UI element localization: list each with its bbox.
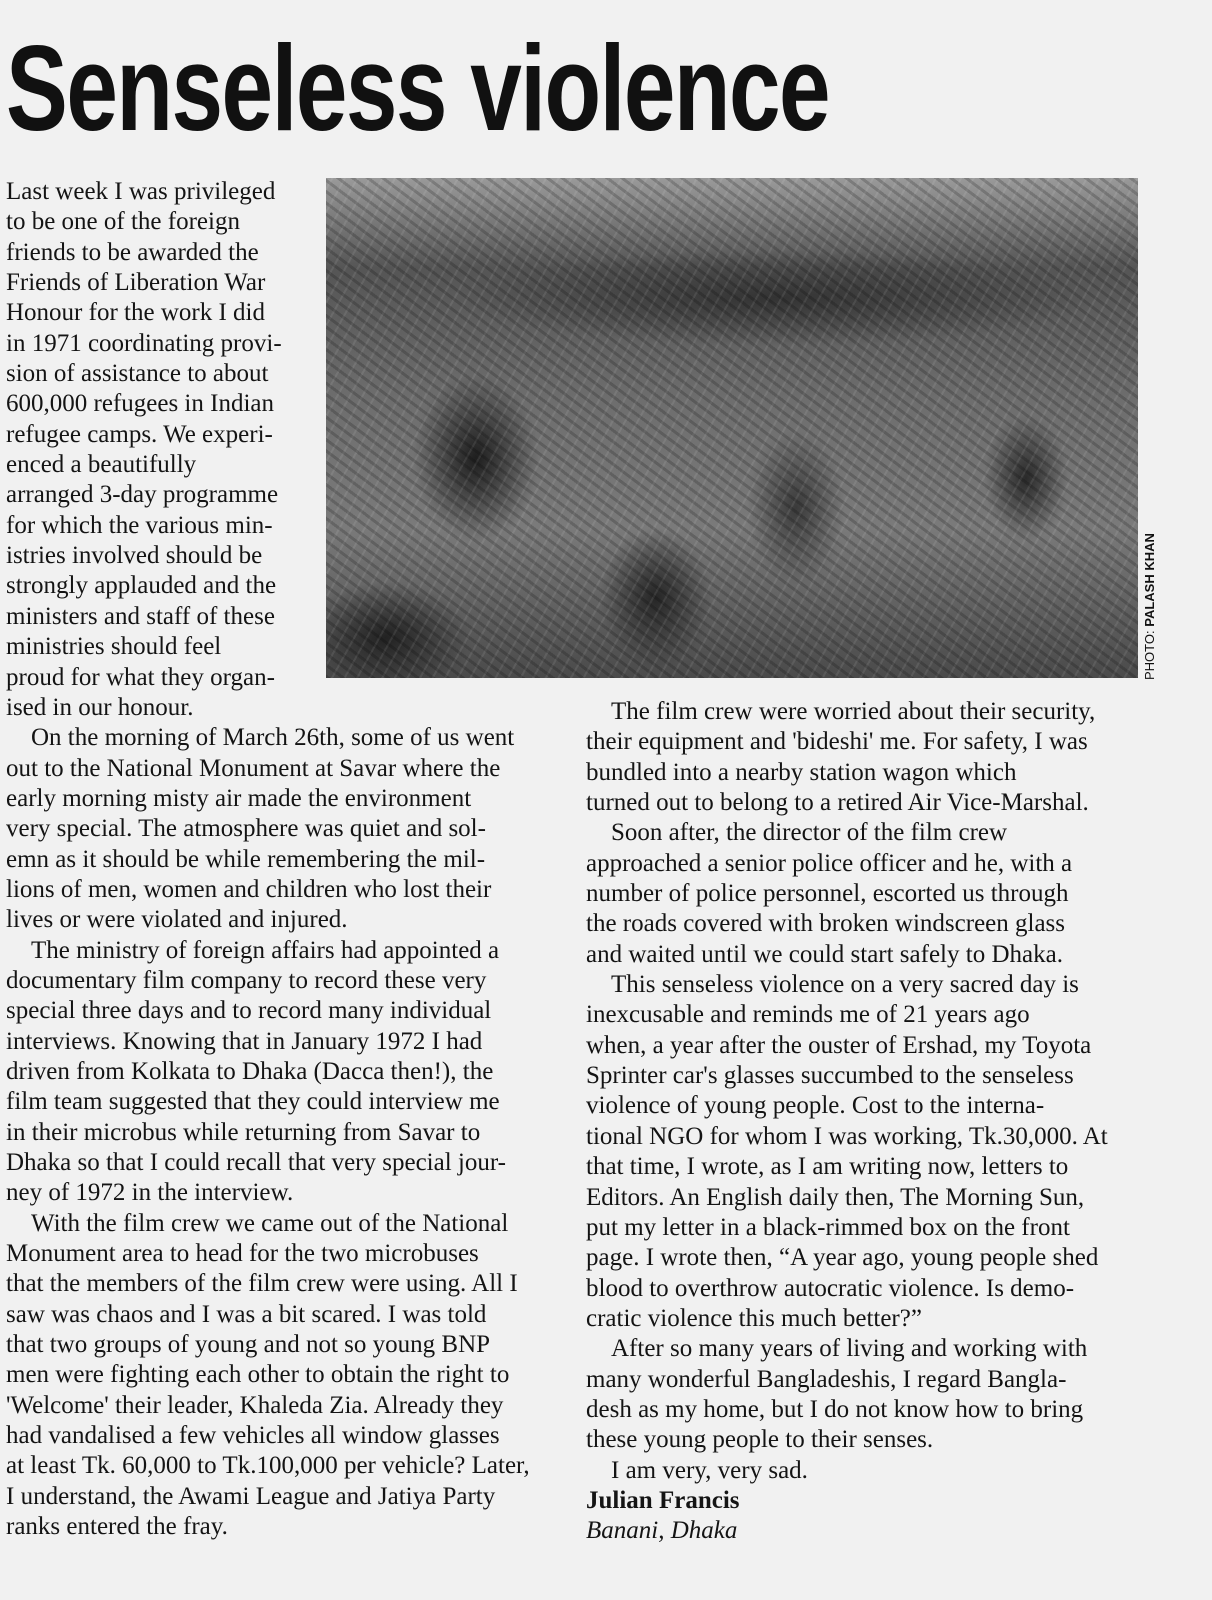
paragraph-line: when, a year after the ouster of Ershad, my Toyota xyxy=(586,1031,1092,1059)
paragraph-line: special three days and to record many individual xyxy=(6,997,492,1025)
paragraph-line: Editors. An English daily then, The Morning Sun, xyxy=(586,1183,1085,1211)
paragraph-line: ministers and staff of these xyxy=(6,602,275,630)
paragraph-line: very special. The atmosphere was quiet and sol- xyxy=(6,815,486,843)
paragraph-line: The ministry of foreign affairs had appointed a xyxy=(31,936,500,964)
paragraph-line: emn as it should be while remembering the mil- xyxy=(6,845,486,873)
paragraph-line: ised in our honour. xyxy=(6,693,194,721)
paragraph-line: I am very, very sad. xyxy=(611,1456,808,1484)
paragraph-line: ministries should feel xyxy=(6,633,222,661)
paragraph-line: tional NGO for whom I was working, Tk.30,000. At xyxy=(586,1122,1108,1150)
paragraph-line: Dhaka so that I could recall that very special jour- xyxy=(6,1149,506,1176)
paragraph-line: in 1971 coordinating provi- xyxy=(6,329,282,357)
paragraph-line: early morning misty air made the environment xyxy=(6,784,472,812)
paragraph-line: turned out to belong to a retired Air Vice-Marshal. xyxy=(586,789,1089,817)
paragraph-line: saw was chaos and I was a bit scared. I was told xyxy=(6,1300,487,1328)
article-column-left xyxy=(6,177,530,1542)
paragraph-line: for which the various min- xyxy=(6,511,273,539)
paragraph-line: ranks entered the fray. xyxy=(6,1513,228,1541)
paragraph-line: men were fighting each other to obtain the right to xyxy=(6,1361,510,1389)
paragraph-line: On the morning of March 26th, some of us went xyxy=(31,724,515,752)
paragraph-line: page. I wrote then, “A year ago, young people shed xyxy=(586,1244,1099,1272)
paragraph-line: arranged 3-day programme xyxy=(6,481,279,509)
paragraph-line: strongly applauded and the xyxy=(6,572,277,600)
paragraph-line: bundled into a nearby station wagon which xyxy=(586,758,1017,786)
paragraph-line: sion of assistance to about xyxy=(6,360,269,388)
paragraph-line: desh as my home, but I do not know how to bring xyxy=(586,1395,1084,1423)
paragraph-line: ney of 1972 in the interview. xyxy=(6,1179,294,1207)
paragraph-line: put my letter in a black-rimmed box on the front xyxy=(586,1213,1070,1241)
article-column-right xyxy=(586,697,1108,1547)
paragraph-line: Sprinter car's glasses succumbed to the senseless xyxy=(586,1062,1074,1090)
paragraph-line: at least Tk. 60,000 to Tk.100,000 per vehicle? Later, xyxy=(6,1452,530,1480)
paragraph-line: that two groups of young and not so young BNP xyxy=(6,1331,491,1359)
paragraph-line: to be one of the foreign xyxy=(6,208,240,236)
paragraph-line: cratic violence this much better?” xyxy=(586,1304,922,1332)
paragraph-line: 600,000 refugees in Indian xyxy=(6,390,274,418)
paragraph-line: violence of young people. Cost to the interna- xyxy=(586,1092,1045,1120)
paragraph-line: film team suggested that they could interview me xyxy=(6,1088,500,1116)
paragraph-line: in their microbus while returning from Savar to xyxy=(6,1118,481,1146)
paragraph-line: friends to be awarded the xyxy=(6,238,259,266)
paragraph-line: This senseless violence on a very sacred day is xyxy=(611,971,1079,999)
photo-credit-prefix: PHOTO: xyxy=(1142,630,1157,680)
paragraph-line: Honour for the work I did xyxy=(6,299,265,327)
paragraph-line: and waited until we could start safely to Dhaka. xyxy=(586,940,1063,968)
paragraph-line: Last week I was privileged xyxy=(6,178,276,205)
paragraph-line: out to the National Monument at Savar where the xyxy=(6,754,501,782)
paragraph-line: With the film crew we came out of the National xyxy=(31,1209,509,1237)
paragraph-line: refugee camps. We experi- xyxy=(6,420,273,448)
paragraph-line: Monument area to head for the two microbuses xyxy=(6,1240,479,1268)
paragraph-line: inexcusable and reminds me of 21 years ago xyxy=(586,1001,1030,1029)
paragraph-line: blood to overthrow autocratic violence. Is demo- xyxy=(586,1274,1075,1302)
signature-name: Julian Francis xyxy=(586,1486,740,1514)
paragraph-line: Friends of Liberation War xyxy=(6,269,266,297)
photo-credit xyxy=(1142,533,1157,680)
paragraph-line: their equipment and 'bideshi' me. For safety, I was xyxy=(586,728,1088,756)
paragraph-line: I understand, the Awami League and Jatiya Party xyxy=(6,1482,496,1510)
signature-place: Banani, Dhaka xyxy=(586,1517,738,1545)
paragraph-line: had vandalised a few vehicles all window glasses xyxy=(6,1422,500,1450)
paragraph-line: that time, I wrote, as I am writing now, letters to xyxy=(586,1153,1069,1181)
paragraph-line: Soon after, the director of the film crew xyxy=(611,819,1008,847)
paragraph-line: many wonderful Bangladeshis, I regard Bangla- xyxy=(586,1365,1067,1393)
paragraph-line: lions of men, women and children who lost their xyxy=(6,875,492,903)
paragraph-line: the roads covered with broken windscreen glass xyxy=(586,910,1066,938)
paragraph-line: approached a senior police officer and he, with a xyxy=(586,849,1073,877)
paragraph-line: driven from Kolkata to Dhaka (Dacca then!), the xyxy=(6,1057,494,1085)
paragraph-line: The film crew were worried about their security, xyxy=(611,698,1096,725)
paragraph-line: 'Welcome' their leader, Khaleda Zia. Already they xyxy=(6,1391,504,1419)
paragraph-line: enced a beautifully xyxy=(6,451,197,479)
headline: Senseless violence xyxy=(6,20,830,156)
paragraph-line: these young people to their senses. xyxy=(586,1426,934,1454)
paragraph-line: interviews. Knowing that in January 1972 I had xyxy=(6,1027,483,1055)
paragraph-line: proud for what they organ- xyxy=(6,663,275,691)
paragraph-line: After so many years of living and working with xyxy=(611,1335,1088,1363)
paragraph-line: lives or were violated and injured. xyxy=(6,906,348,934)
paragraph-line: documentary film company to record these very xyxy=(6,966,487,994)
paragraph-line: that the members of the film crew were using. All I xyxy=(6,1270,518,1298)
paragraph-line: istries involved should be xyxy=(6,542,263,570)
paragraph-line: number of police personnel, escorted us through xyxy=(586,880,1069,908)
photo-credit-name: PALASH KHAN xyxy=(1142,533,1157,627)
